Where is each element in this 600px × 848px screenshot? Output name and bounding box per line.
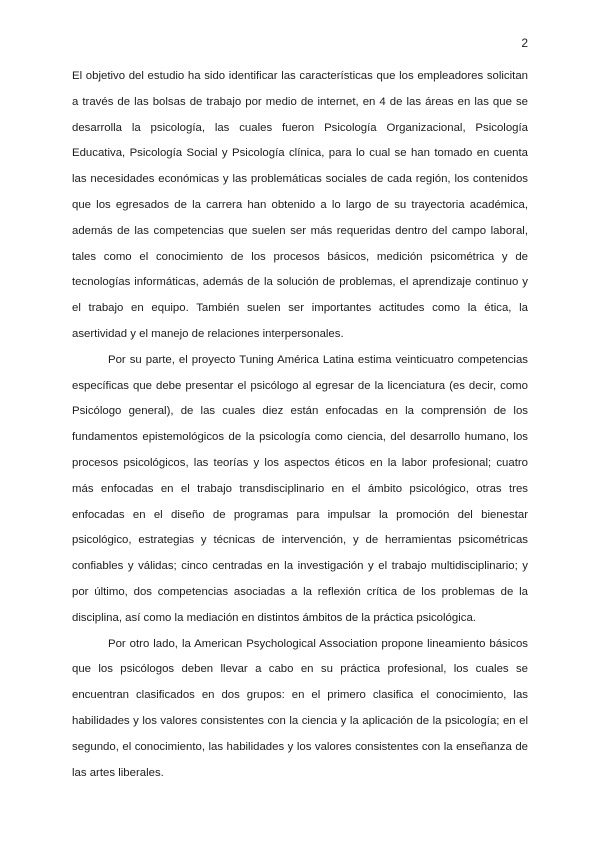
paragraph-apa: Por otro lado, la American Psychological Association propone lineamiento básicos que los psicólogos deben llevar a cabo en su práctica profesional, los cuales se encuentran clasificados en dos grupos: en el primero clasifica el conocimiento, las habilidades y los valores consistentes con la ciencia y la aplicación de la psicología; en el segundo, el conocimiento, las habilidades y los valores consistentes con la enseñanza de las artes liberales. (72, 637, 528, 779)
document-body (72, 64, 528, 786)
paragraph-tuning: Por su parte, el proyecto Tuning América Latina estima veinticuatro competencias específicas que debe presentar el psicólogo al egresar de la licenciatura (es decir, como Psicólogo general), de las cuales diez están enfocadas en la comprensión de los fundamentos epistemológicos de la psicología como ciencia, del desarrollo humano, los procesos psicológicos, las teorías y los aspectos éticos en la labor profesional; cuatro más enfocadas en el trabajo transdisciplinario en el ámbito psicológico, otras tres enfocadas en el diseño de programas para impulsar la promoción del bienestar psicológico, estrategias y técnicas de intervención, y de herramientas psicométricas confiables y válidas; cinco centradas en la investigación y el trabajo multidisciplinario; y por último, dos competencias asociadas a la reflexión crítica de los problemas de la disciplina, así como la mediación en distintos ámbitos de la práctica psicológica. (72, 353, 528, 624)
paragraph-objective: El objetivo del estudio ha sido identificar las características que los empleadores solicitan a través de las bolsas de trabajo por medio de internet, en 4 de las áreas en las que se desarrolla la psicología, las cuales fueron Psicología Organizacional, Psicología Educativa, Psicología Social y Psicología clínica, para lo cual se han tomado en cuenta las necesidades económicas y las problemáticas sociales de cada región, los contenidos que los egresados de la carrera han obtenido a lo largo de su trayectoria académica, además de las competencias que suelen ser más requeridas dentro del campo laboral, tales como el conocimiento de los procesos básicos, medición psicométrica y de tecnologías informáticas, además de la solución de problemas, el aprendizaje continuo y el trabajo en equipo. También suelen ser importantes actitudes como la ética, la asertividad y el manejo de relaciones interpersonales. (72, 70, 528, 340)
page-number: 2 (521, 36, 528, 50)
